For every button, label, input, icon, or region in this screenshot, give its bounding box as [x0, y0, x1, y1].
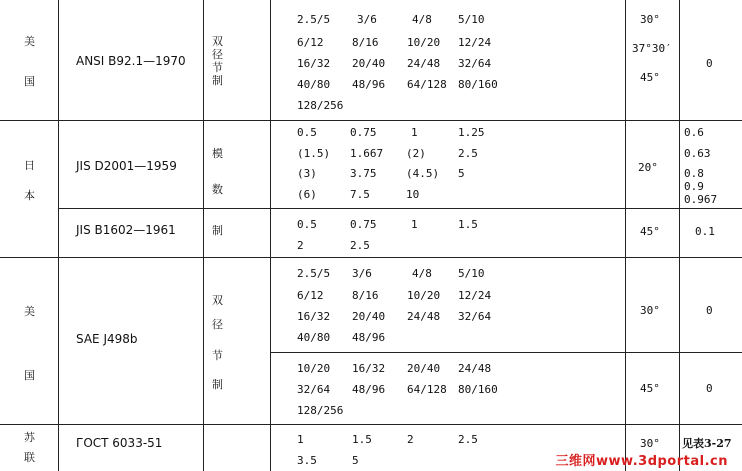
value-cell: 10 — [406, 188, 420, 201]
value-cell: 20/40 — [407, 362, 441, 375]
value-cell: 3.75 — [350, 167, 377, 180]
country-char: 国 — [24, 369, 35, 382]
value-cell: 8/16 — [352, 36, 379, 49]
value-cell: 7.5 — [350, 188, 370, 201]
value-cell: 0.5 — [297, 126, 317, 139]
standard-name: JIS D2001—1959 — [76, 159, 177, 173]
last-column-value: 0.63 — [684, 147, 711, 160]
row-rule — [0, 424, 742, 425]
value-cell: 0.5 — [297, 218, 317, 231]
value-cell: 80/160 — [458, 78, 498, 91]
value-cell: 128/256 — [297, 99, 344, 112]
value-cell: (1.5) — [297, 147, 331, 160]
value-cell: 5/10 — [458, 267, 485, 280]
value-cell: 6/12 — [297, 36, 324, 49]
value-cell: 128/256 — [297, 404, 344, 417]
value-cell: 0.75 — [350, 218, 377, 231]
last-column-value: 见表3-27 — [682, 437, 732, 450]
value-cell: 64/128 — [407, 78, 447, 91]
value-cell: 24/48 — [407, 57, 441, 70]
value-cell: 16/32 — [297, 57, 331, 70]
standard-name: JIS B1602—1961 — [76, 223, 176, 237]
column-rule — [58, 0, 59, 471]
system-char: 模 — [212, 147, 223, 160]
pressure-angle: 30° — [640, 13, 660, 26]
standard-name: ГОСТ 6033-51 — [76, 436, 163, 450]
value-cell: 2.5/5 — [297, 13, 331, 26]
value-cell: 3/6 — [357, 13, 377, 26]
value-cell: 80/160 — [458, 383, 498, 396]
system-char: 数 — [212, 183, 223, 196]
value-cell: 1.25 — [458, 126, 485, 139]
value-cell: 32/64 — [458, 57, 492, 70]
value-cell: 10/20 — [407, 36, 441, 49]
value-cell: 1.5 — [352, 433, 372, 446]
last-column-value: 0.967 — [684, 193, 718, 206]
value-cell: 48/96 — [352, 78, 386, 91]
value-cell: 2.5 — [350, 239, 370, 252]
value-cell: 16/32 — [297, 310, 331, 323]
column-rule — [203, 0, 204, 471]
country-char: 日 — [24, 159, 35, 172]
country-char: 美 — [24, 305, 35, 318]
last-column-value: 0 — [706, 304, 713, 317]
system-char: 径 — [212, 318, 223, 331]
value-cell: (4.5) — [406, 167, 440, 180]
value-cell: 1.667 — [350, 147, 384, 160]
last-column-value: 0.6 — [684, 126, 704, 139]
value-cell: 48/96 — [352, 331, 386, 344]
country-char: 美 — [24, 35, 35, 48]
last-column-value: 0.8 — [684, 167, 704, 180]
standard-name: ANSI B92.1—1970 — [76, 54, 186, 68]
value-cell: 40/80 — [297, 331, 331, 344]
pressure-angle: 45° — [640, 225, 660, 238]
value-cell: (2) — [406, 147, 426, 160]
value-cell: 6/12 — [297, 289, 324, 302]
value-cell: 8/16 — [352, 289, 379, 302]
value-cell: 48/96 — [352, 383, 386, 396]
value-cell: 12/24 — [458, 36, 492, 49]
system-char: 节 — [212, 61, 223, 74]
row-rule — [58, 208, 742, 209]
pressure-angle: 30° — [640, 304, 660, 317]
value-cell: 24/48 — [407, 310, 441, 323]
value-cell: 5/10 — [458, 13, 485, 26]
column-rule — [625, 0, 626, 471]
value-cell: 5 — [352, 454, 359, 467]
value-cell: 5 — [458, 167, 465, 180]
column-rule — [679, 0, 680, 471]
value-cell: 12/24 — [458, 289, 492, 302]
system-char: 制 — [212, 378, 223, 391]
value-cell: 10/20 — [407, 289, 441, 302]
value-cell: 4/8 — [412, 267, 432, 280]
value-cell: 1 — [297, 433, 304, 446]
value-cell: 10/20 — [297, 362, 331, 375]
system-char: 制 — [212, 74, 223, 87]
value-cell: 2.5 — [458, 147, 478, 160]
value-cell: 20/40 — [352, 310, 386, 323]
standard-name: SAE J498b — [76, 332, 138, 346]
value-cell: 20/40 — [352, 57, 386, 70]
value-cell: 32/64 — [297, 383, 331, 396]
value-cell: 32/64 — [458, 310, 492, 323]
value-cell: 2 — [297, 239, 304, 252]
pressure-angle: 20° — [638, 161, 658, 174]
pressure-angle: 37°30′ — [632, 42, 672, 55]
value-cell: 2 — [407, 433, 414, 446]
value-cell: 24/48 — [458, 362, 492, 375]
last-column-value: 0 — [706, 57, 713, 70]
system-char: 节 — [212, 349, 223, 362]
row-rule — [0, 257, 742, 258]
last-column-value: 0.9 — [684, 180, 704, 193]
value-cell: 3.5 — [297, 454, 317, 467]
column-rule — [270, 0, 271, 471]
row-rule — [270, 352, 742, 353]
pressure-angle: 45° — [640, 71, 660, 84]
system-char: 双 — [212, 35, 223, 48]
value-cell: 2.5/5 — [297, 267, 331, 280]
value-cell: 1.5 — [458, 218, 478, 231]
value-cell: (6) — [297, 188, 317, 201]
value-cell: 1 — [411, 126, 418, 139]
country-char: 联 — [24, 451, 35, 464]
value-cell: 40/80 — [297, 78, 331, 91]
last-column-value: 0 — [706, 382, 713, 395]
system-char: 双 — [212, 294, 223, 307]
row-rule — [0, 120, 742, 121]
value-cell: 16/32 — [352, 362, 386, 375]
value-cell: 4/8 — [412, 13, 432, 26]
value-cell: (3) — [297, 167, 317, 180]
value-cell: 1 — [411, 218, 418, 231]
system-char: 径 — [212, 48, 223, 61]
value-cell: 2.5 — [458, 433, 478, 446]
last-column-value: 0.1 — [695, 225, 715, 238]
country-char: 国 — [24, 75, 35, 88]
country-char: 本 — [24, 189, 35, 202]
value-cell: 64/128 — [407, 383, 447, 396]
value-cell: 3/6 — [352, 267, 372, 280]
pressure-angle: 45° — [640, 382, 660, 395]
country-char: 苏 — [24, 431, 35, 444]
pressure-angle: 30° — [640, 437, 660, 450]
system-char: 制 — [212, 224, 223, 237]
watermark: 三维网www.3dportal.cn — [555, 454, 728, 469]
value-cell: 0.75 — [350, 126, 377, 139]
